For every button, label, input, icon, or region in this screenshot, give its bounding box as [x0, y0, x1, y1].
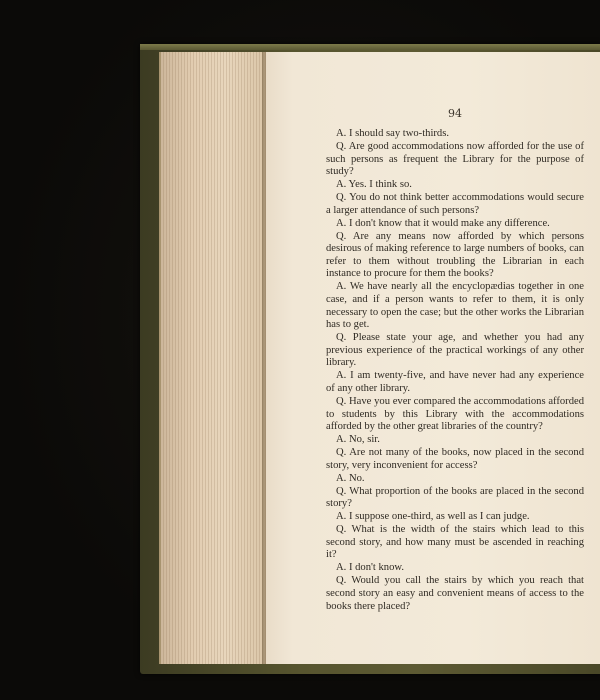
paragraph: A. I don't know.	[336, 562, 405, 574]
paragraph: A. I don't know that it would make any difference.	[336, 217, 550, 229]
page-text	[326, 128, 584, 614]
paragraph: Q. What is the width of the stairs which lead to this second story, and how many must be ascended in reaching it?	[326, 524, 584, 561]
paragraph: A. No, sir.	[336, 434, 380, 446]
book-cover-edge	[140, 44, 600, 50]
paragraph: A. We have nearly all the encyclopædias together in one case, and if a person wants to refer to them, it is only necessary to open the case; but the other works the Librarian has to get.	[326, 281, 584, 331]
paragraph: Q. What proportion of the books are placed in the second story?	[326, 485, 584, 510]
paragraph: Q. Would you call the stairs by which you reach that second story an easy and convenient means of access to the books there placed?	[326, 575, 584, 612]
paragraph: Q. Are good accommodations now afforded for the use of such persons as frequent the Library for the purpose of study?	[326, 140, 584, 178]
paragraph: A. I suppose one-third, as well as I can judge.	[336, 511, 530, 523]
paragraph: A. I should say two-thirds.	[336, 128, 449, 139]
page-number: 94	[448, 107, 462, 120]
paragraph: A. Yes. I think so.	[336, 179, 412, 191]
paragraph: Q. Are any means now afforded by which persons desirous of making reference to large numbers of books, can refer to them without troubling the Librarian in each instance to procure for them the books?	[326, 230, 584, 280]
paragraph: Q. Have you ever compared the accommodations afforded to students by this Library with the accommodations afforded by the other great libraries of the country?	[326, 395, 584, 433]
paragraph: A. I am twenty-five, and have never had any experience of any other library.	[326, 370, 584, 394]
paragraph: Q. Please state your age, and whether you had any previous experience of the practical workings of any other library.	[326, 332, 584, 369]
paragraph: A. No.	[336, 472, 365, 484]
page-stack-edges	[159, 52, 269, 664]
paragraph: Q. You do not think better accommodations would secure a larger attendance of such persons?	[326, 192, 584, 216]
paragraph: Q. Are not many of the books, now placed in the second story, very inconvenient for access?	[326, 447, 584, 471]
